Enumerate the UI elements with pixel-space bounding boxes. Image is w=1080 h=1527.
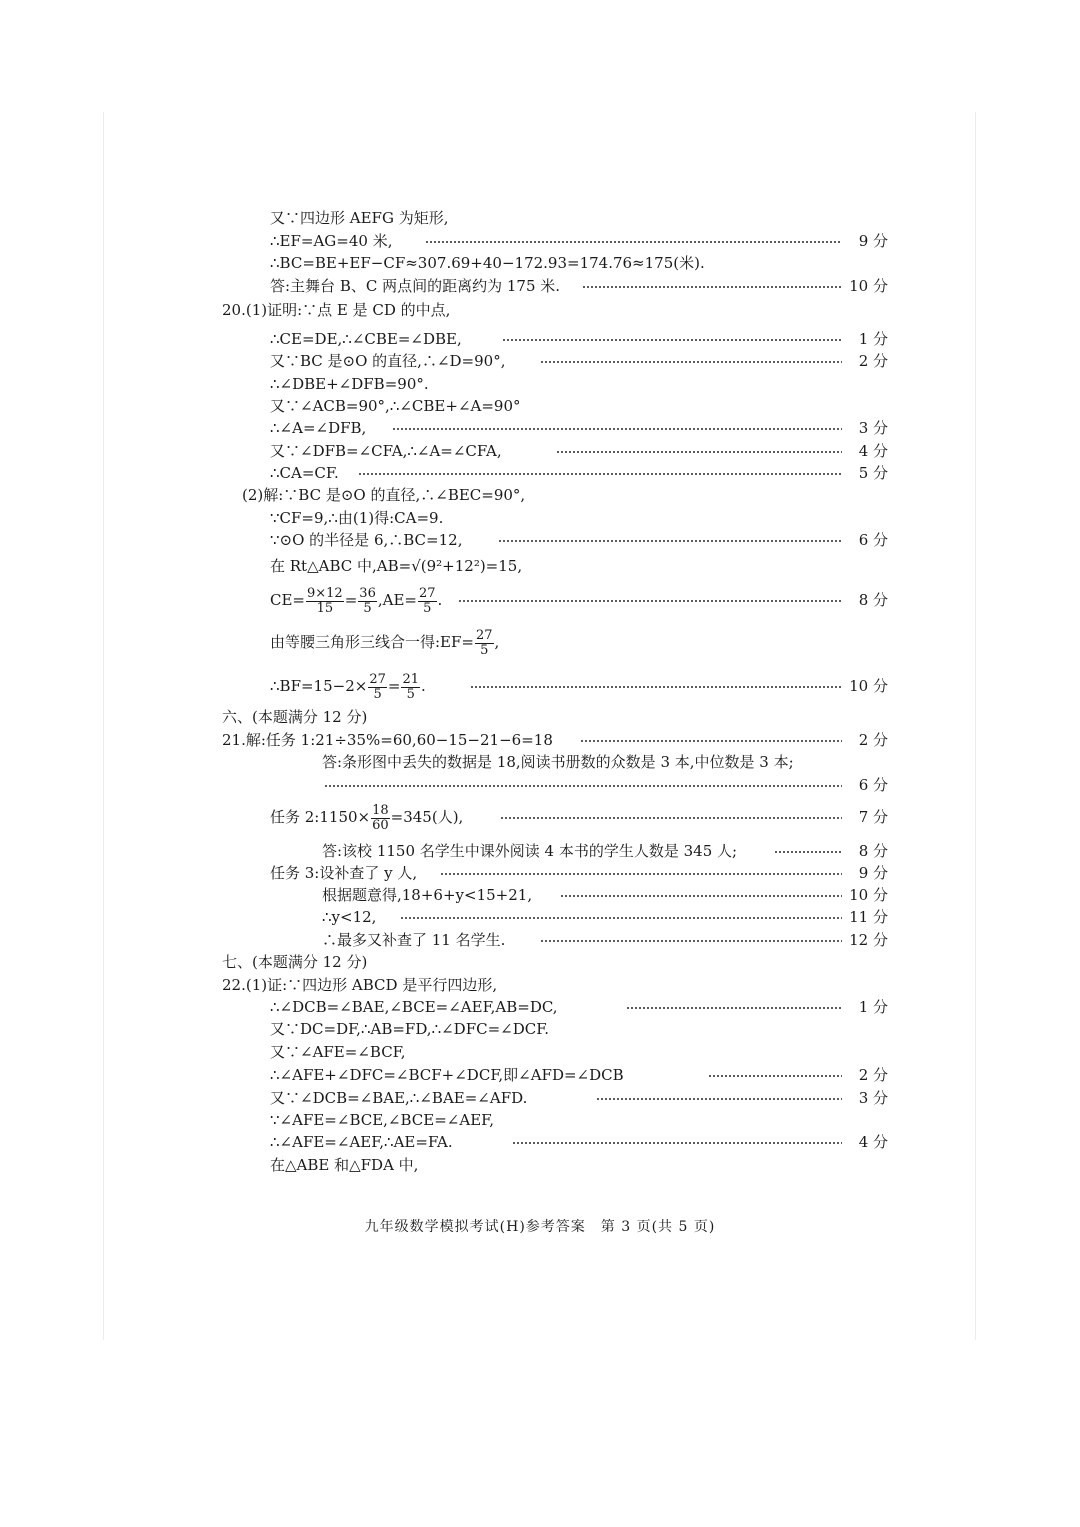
dot-leader xyxy=(392,428,842,430)
solution-line: 又∵∠AFE=∠BCF, xyxy=(270,1043,406,1061)
solution-line: ∴最多又补查了 11 名学生. 12 分 xyxy=(322,931,888,949)
solution-line: ∴∠DBE+∠DFB=90°. xyxy=(270,375,429,393)
question-22-heading: 22.(1)证:∵四边形 ABCD 是平行四边形, xyxy=(222,976,498,994)
solution-line: 又∵BC 是⊙O 的直径,∴∠D=90°, 2 分 xyxy=(270,352,888,370)
dot-leader xyxy=(540,361,842,363)
dot-leader xyxy=(500,817,842,819)
score-mark: 10 分 xyxy=(849,677,888,695)
solution-line: 根据题意得,18+6+y<15+21, 10 分 xyxy=(322,886,888,904)
score-mark: 4 分 xyxy=(858,1133,888,1151)
solution-line xyxy=(0,774,1080,796)
solution-line: ∴∠A=∠DFB, 3 分 xyxy=(270,419,888,437)
score-mark: 7 分 xyxy=(858,808,888,826)
fraction: $\frac{27}{5}$ xyxy=(369,671,386,702)
fraction: $\frac{21}{5}$ xyxy=(402,671,419,702)
score-mark: 1 分 xyxy=(858,998,888,1016)
solution-line: 又∵∠DFB=∠CFA,∴∠A=∠CFA, 4 分 xyxy=(270,442,888,460)
solution-line: 又∵∠DCB=∠BAE,∴∠BAE=∠AFD. 3 分 xyxy=(270,1089,888,1107)
dot-leader xyxy=(358,473,842,475)
solution-line: ∵∠AFE=∠BCE,∠BCE=∠AEF, xyxy=(270,1111,494,1129)
fraction: $\frac{9\times 12}{15}$ xyxy=(307,585,343,616)
dot-leader xyxy=(458,600,842,602)
score-mark: 10 分 xyxy=(849,277,888,295)
solution-line: 又∵DC=DF,∴AB=FD,∴∠DFC=∠DCF. xyxy=(270,1020,550,1038)
solution-line: 答:条形图中丢失的数据是 18,阅读书册数的众数是 3 本,中位数是 3 本; xyxy=(322,753,794,771)
solution-line: ∴∠AFE+∠DFC=∠BCF+∠DCF,即∠AFD=∠DCB 2 分 xyxy=(270,1066,888,1084)
solution-line: 又∵∠ACB=90°,∴∠CBE+∠A=90° xyxy=(270,397,521,415)
solution-line: 由等腰三角形三线合一得:EF= $\frac{27}{5}$ , xyxy=(270,627,500,658)
question-20-heading: 20.(1)证明:∵点 E 是 CD 的中点, xyxy=(222,301,451,319)
dot-leader xyxy=(626,1007,842,1009)
page-footer: 九年级数学模拟考试(H)参考答案 第 3 页(共 5 页) xyxy=(364,1219,716,1235)
score-mark: 2 分 xyxy=(858,1066,888,1084)
solution-line: ∵CF=9,∴由(1)得:CA=9. xyxy=(270,509,444,527)
score-mark: 5 分 xyxy=(858,464,888,482)
dot-leader xyxy=(560,895,842,897)
question-21-heading: 21.解:任务 1:21÷35%=60,60−15−21−6=18 2 分 xyxy=(222,731,888,749)
fraction: $\frac{36}{5}$ xyxy=(359,585,376,616)
solution-line: ∴BC=BE+EF−CF≈307.69+40−172.93=174.76≈175(米). xyxy=(270,254,705,272)
solution-line: ∴CA=CF. 5 分 xyxy=(270,464,888,482)
solution-line: 答:主舞台 B、C 两点间的距离约为 175 米. 10 分 xyxy=(270,277,888,295)
solution-line: 又∵四边形 AEFG 为矩形, xyxy=(270,209,449,227)
dot-leader xyxy=(470,686,842,688)
dot-leader xyxy=(596,1098,842,1100)
dot-leader xyxy=(580,740,842,742)
score-mark: 12 分 xyxy=(849,931,888,949)
dot-leader xyxy=(774,851,842,853)
solution-line: ∴∠AFE=∠AEF,∴AE=FA. 4 分 xyxy=(270,1133,888,1151)
solution-line: ∴CE=DE,∴∠CBE=∠DBE, 1 分 xyxy=(270,330,888,348)
solution-line: ∴y<12, 11 分 xyxy=(322,908,888,926)
score-mark: 4 分 xyxy=(858,442,888,460)
dot-leader xyxy=(540,940,842,942)
solution-line: CE= $\frac{9\times 12}{15}$ = $\frac{36}{5}$ ,AE= $\frac{27}{5}$ . 8 分 xyxy=(0,580,1080,620)
dot-leader xyxy=(502,339,842,341)
dot-leader xyxy=(324,785,842,787)
score-mark: 6 分 xyxy=(858,531,888,549)
solution-line: ∵⊙O 的半径是 6,∴BC=12, 6 分 xyxy=(270,531,888,549)
dot-leader xyxy=(708,1075,842,1077)
fraction: $\frac{18}{60}$ xyxy=(372,802,389,833)
dot-leader xyxy=(400,917,842,919)
score-mark: 2 分 xyxy=(858,352,888,370)
dot-leader xyxy=(425,241,842,243)
solution-line: 在 Rt△ABC 中,AB=√(9²+12²)=15, xyxy=(270,557,523,575)
fraction: $\frac{27}{5}$ xyxy=(418,585,436,616)
solution-line: 在△ABE 和△FDA 中, xyxy=(270,1156,419,1174)
section-heading: 六、(本题满分 12 分) xyxy=(222,708,368,726)
dot-leader xyxy=(556,451,842,453)
solution-line: ∴EF=AG=40 米, 9 分 xyxy=(270,232,888,250)
solution-line: 任务 2:1150× $\frac{18}{60}$ =345(人), 7 分 xyxy=(0,797,1080,837)
solution-line: 任务 3:设补查了 y 人, 9 分 xyxy=(270,864,888,882)
solution-line: (2)解:∵BC 是⊙O 的直径,∴∠BEC=90°, xyxy=(242,486,526,504)
score-mark: 9 分 xyxy=(858,232,888,250)
solution-line: ∴BF=15−2× $\frac{27}{5}$ = $\frac{21}{5}$ . 10 分 xyxy=(0,666,1080,706)
score-mark: 8 分 xyxy=(858,842,888,860)
score-mark: 3 分 xyxy=(858,1089,888,1107)
solution-line: ∴∠DCB=∠BAE,∠BCE=∠AEF,AB=DC, 1 分 xyxy=(270,998,888,1016)
score-mark: 1 分 xyxy=(858,330,888,348)
dot-leader xyxy=(440,873,842,875)
dot-leader xyxy=(512,1142,842,1144)
score-mark: 6 分 xyxy=(858,776,888,794)
score-mark: 3 分 xyxy=(858,419,888,437)
dot-leader xyxy=(498,540,842,542)
section-heading: 七、(本题满分 12 分) xyxy=(222,953,368,971)
score-mark: 11 分 xyxy=(849,908,888,926)
dot-leader xyxy=(582,286,842,288)
score-mark: 2 分 xyxy=(858,731,888,749)
score-mark: 10 分 xyxy=(849,886,888,904)
solution-line: 答:该校 1150 名学生中课外阅读 4 本书的学生人数是 345 人; 8 分 xyxy=(322,842,888,860)
score-mark: 9 分 xyxy=(858,864,888,882)
score-mark: 8 分 xyxy=(858,591,888,609)
fraction: $\frac{27}{5}$ xyxy=(475,627,493,658)
